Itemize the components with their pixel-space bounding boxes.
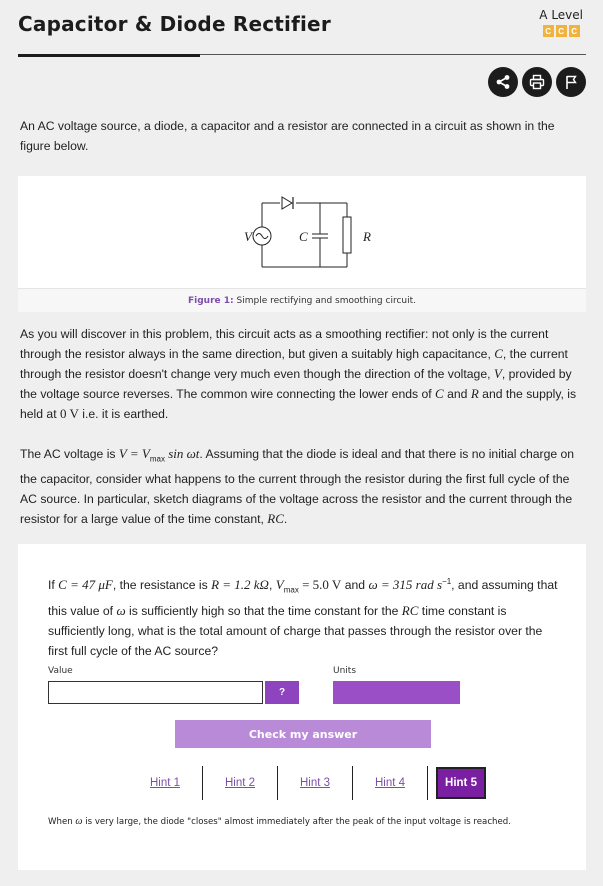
label-r: R: [363, 229, 371, 244]
level-label: A Level: [539, 8, 583, 22]
math-subscript: max: [149, 454, 165, 464]
figure-caption-text: Simple rectifying and smoothing circuit.: [236, 296, 416, 306]
figure-caption-label: Figure 1:: [188, 296, 234, 306]
level-box: C: [569, 25, 580, 37]
text-run: As you will discover in this problem, this circuit acts as a smoothing rectifier: not only is the current through the resistor always in the same direction, but given a suitably high capacitance,: [20, 327, 549, 361]
diode: [282, 197, 293, 209]
math-sin: sin ωt: [164, 446, 200, 461]
math-zero-volts: 0 V: [59, 406, 79, 421]
text-run: is sufficiently high so that the time constant for the: [125, 603, 402, 618]
figure-caption: [18, 288, 586, 312]
hint-3-link[interactable]: Hint 3: [299, 777, 331, 789]
text-run: and: [341, 578, 369, 593]
units-select[interactable]: [333, 681, 460, 704]
value-input[interactable]: [48, 681, 263, 704]
hint-tabs: [128, 766, 486, 800]
text-run: i.e. it is earthed.: [78, 407, 169, 421]
text-run: and the supply, is held at: [20, 387, 577, 421]
text-run: , provided by the voltage source reverses. The common wire connecting the lower ends of: [20, 367, 572, 401]
level-box: C: [556, 25, 567, 37]
math-r-value: R = 1.2 kΩ: [211, 577, 269, 593]
text-run: The AC voltage is: [20, 447, 119, 461]
text-run: time constant is sufficiently long, what is the total amount of charge that passes through the resistor over the first full cycle of the AC source?: [48, 603, 543, 658]
math-vmax: V: [275, 577, 284, 593]
help-button[interactable]: ?: [265, 681, 299, 704]
question-card: [18, 544, 586, 870]
intro-paragraph: An AC voltage source, a diode, a capacitor and a resistor are connected in a circuit as shown in the figure below.: [20, 119, 555, 153]
flag-icon: [563, 74, 579, 90]
check-answer-button[interactable]: Check my answer: [175, 720, 431, 748]
print-icon: [529, 74, 545, 90]
voltage-paragraph: [20, 444, 585, 529]
text-run: , the current through the resistor doesn't change very much even though the direction of the voltage,: [20, 347, 568, 381]
page-title: Capacitor & Diode Rectifier: [18, 12, 331, 36]
math-voltage-eq: V = V: [118, 446, 150, 461]
resistor: [343, 217, 351, 253]
hint-divider: [427, 766, 428, 800]
hint-1-link[interactable]: Hint 1: [149, 777, 181, 789]
text-run: , and assuming that this value of: [48, 578, 558, 618]
text-run: ,: [268, 578, 276, 593]
hint-2-link[interactable]: Hint 2: [224, 777, 256, 789]
math-r: R: [470, 386, 479, 401]
math-c: C: [435, 386, 444, 401]
hint-5-button[interactable]: Hint 5: [436, 767, 486, 799]
units-label: Units: [333, 666, 357, 676]
text-run: , the resistance is: [112, 578, 212, 593]
value-label: Value: [48, 666, 73, 676]
math-omega-value: ω = 315 rad s: [368, 577, 443, 593]
level-boxes: [539, 25, 583, 37]
flag-button[interactable]: [556, 67, 586, 97]
text-run: and: [443, 387, 471, 401]
math-omega: ω: [116, 602, 126, 618]
header-divider-accent: [18, 54, 200, 57]
question-text: [48, 572, 558, 661]
figure-card: [18, 176, 586, 312]
math-v: V: [493, 366, 502, 381]
hint-4-link[interactable]: Hint 4: [374, 777, 406, 789]
label-v: V: [244, 229, 252, 244]
text-run: If: [48, 578, 59, 593]
text-run: When: [48, 817, 76, 827]
level-indicator: [539, 8, 583, 37]
math-superscript: −1: [442, 577, 452, 586]
text-run: . Assuming that the diode is ideal and that there is no initial charge on the capacitor, consider what happens to the current through the resistor during the first full cycle of the AC source. In particular, sketch diagrams of the voltage across the resistor and the current through the resistor for a large value of the time constant,: [20, 447, 575, 527]
math-subscript: max: [283, 585, 299, 595]
level-box: C: [543, 25, 554, 37]
share-icon: [495, 74, 511, 90]
math-omega: ω: [75, 816, 83, 827]
math-c-value: C = 47 μF: [58, 577, 113, 593]
math-rc: RC: [267, 511, 284, 527]
math-vmax-value: = 5.0 V: [298, 577, 342, 593]
label-c: C: [299, 229, 308, 244]
math-c: C: [494, 346, 503, 361]
hint-text: [48, 816, 511, 827]
math-rc: RC: [401, 602, 419, 618]
circuit-diagram: [18, 176, 586, 288]
text-run: .: [283, 512, 288, 527]
action-bar: [488, 67, 586, 97]
share-button[interactable]: [488, 67, 518, 97]
explanation-paragraph: [20, 324, 585, 424]
text-run: is very large, the diode "closes" almost immediately after the peak of the input voltage is reached.: [82, 817, 511, 827]
print-button[interactable]: [522, 67, 552, 97]
